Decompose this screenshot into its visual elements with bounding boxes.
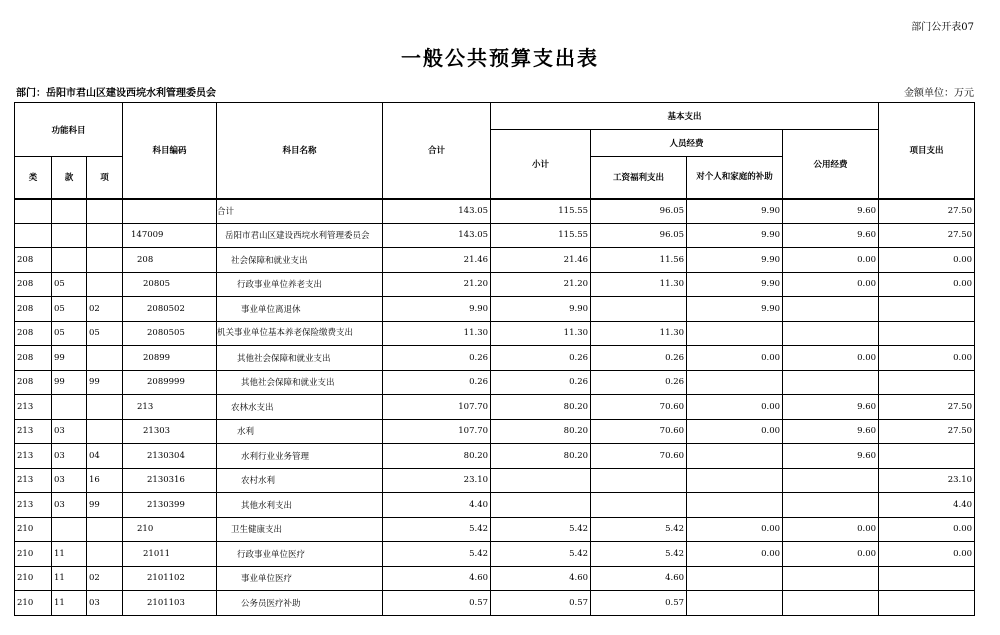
cell-xiang: 05 bbox=[87, 321, 123, 346]
cell-subject-name: 水利 bbox=[217, 419, 383, 444]
form-number: 部门公开表07 bbox=[911, 22, 974, 33]
cell-subtotal: 21.20 bbox=[491, 272, 591, 297]
cell-total: 11.30 bbox=[383, 321, 491, 346]
cell-lei: 210 bbox=[15, 566, 52, 591]
cell-public-expenses: 9.60 bbox=[783, 444, 879, 469]
cell-individual-subsidy: 0.00 bbox=[687, 517, 783, 542]
table-row bbox=[15, 591, 975, 616]
cell-lei: 213 bbox=[15, 419, 52, 444]
cell-individual-subsidy: 0.00 bbox=[687, 542, 783, 567]
header-xiang: 项 bbox=[87, 157, 123, 199]
cell-kuan bbox=[52, 395, 87, 420]
cell-subtotal: 115.55 bbox=[491, 223, 591, 248]
cell-total: 4.60 bbox=[383, 566, 491, 591]
cell-subject-name: 机关事业单位基本养老保险缴费支出 bbox=[217, 321, 383, 346]
cell-subject-code: 147009 bbox=[123, 223, 217, 248]
cell-lei: 208 bbox=[15, 346, 52, 371]
cell-public-expenses: 0.00 bbox=[783, 517, 879, 542]
cell-kuan bbox=[52, 517, 87, 542]
cell-xiang bbox=[87, 419, 123, 444]
cell-total: 143.05 bbox=[383, 223, 491, 248]
cell-public-expenses: 0.00 bbox=[783, 248, 879, 273]
cell-individual-subsidy bbox=[687, 468, 783, 493]
cell-subject-code: 2101102 bbox=[123, 566, 217, 591]
cell-subtotal: 4.60 bbox=[491, 566, 591, 591]
cell-subject-code: 2080502 bbox=[123, 297, 217, 322]
cell-salary-welfare: 96.05 bbox=[591, 223, 687, 248]
cell-subject-code: 210 bbox=[123, 517, 217, 542]
cell-salary-welfare: 4.60 bbox=[591, 566, 687, 591]
cell-subtotal: 0.26 bbox=[491, 370, 591, 395]
cell-salary-welfare: 11.30 bbox=[591, 272, 687, 297]
cell-individual-subsidy bbox=[687, 591, 783, 616]
cell-individual-subsidy: 9.90 bbox=[687, 199, 783, 224]
department-label: 部门：岳阳市君山区建设西垸水利管理委员会 bbox=[16, 88, 216, 99]
cell-project-expenditure: 0.00 bbox=[879, 272, 975, 297]
cell-subject-name: 事业单位离退休 bbox=[217, 297, 383, 322]
cell-xiang: 03 bbox=[87, 591, 123, 616]
cell-kuan: 05 bbox=[52, 297, 87, 322]
cell-individual-subsidy bbox=[687, 444, 783, 469]
cell-total: 0.57 bbox=[383, 591, 491, 616]
cell-project-expenditure: 0.00 bbox=[879, 542, 975, 567]
cell-salary-welfare: 0.26 bbox=[591, 346, 687, 371]
cell-salary-welfare: 70.60 bbox=[591, 419, 687, 444]
table-row bbox=[15, 444, 975, 469]
cell-project-expenditure: 0.00 bbox=[879, 517, 975, 542]
cell-project-expenditure: 23.10 bbox=[879, 468, 975, 493]
cell-xiang bbox=[87, 199, 123, 224]
cell-subject-code: 20899 bbox=[123, 346, 217, 371]
header-salary-welfare: 工资福利支出 bbox=[591, 157, 687, 199]
cell-individual-subsidy: 9.90 bbox=[687, 272, 783, 297]
cell-subject-code: 208 bbox=[123, 248, 217, 273]
cell-subtotal: 80.20 bbox=[491, 419, 591, 444]
cell-total: 0.26 bbox=[383, 346, 491, 371]
cell-salary-welfare: 70.60 bbox=[591, 395, 687, 420]
cell-subject-name: 其他社会保障和就业支出 bbox=[217, 370, 383, 395]
cell-project-expenditure bbox=[879, 370, 975, 395]
cell-subtotal bbox=[491, 493, 591, 518]
cell-individual-subsidy: 0.00 bbox=[687, 395, 783, 420]
cell-subject-name: 事业单位医疗 bbox=[217, 566, 383, 591]
cell-kuan: 05 bbox=[52, 321, 87, 346]
cell-project-expenditure: 27.50 bbox=[879, 419, 975, 444]
cell-xiang bbox=[87, 248, 123, 273]
cell-subject-name: 其他水利支出 bbox=[217, 493, 383, 518]
cell-subject-code: 2089999 bbox=[123, 370, 217, 395]
page-title: 一般公共预算支出表 bbox=[401, 46, 599, 70]
cell-public-expenses: 0.00 bbox=[783, 542, 879, 567]
cell-subject-name: 水利行业业务管理 bbox=[217, 444, 383, 469]
cell-xiang bbox=[87, 223, 123, 248]
cell-subject-code: 213 bbox=[123, 395, 217, 420]
cell-kuan bbox=[52, 248, 87, 273]
cell-salary-welfare bbox=[591, 493, 687, 518]
cell-xiang: 02 bbox=[87, 566, 123, 591]
cell-total: 4.40 bbox=[383, 493, 491, 518]
cell-project-expenditure: 4.40 bbox=[879, 493, 975, 518]
cell-kuan: 11 bbox=[52, 566, 87, 591]
cell-subject-code: 2130399 bbox=[123, 493, 217, 518]
cell-total: 0.26 bbox=[383, 370, 491, 395]
cell-public-expenses: 0.00 bbox=[783, 346, 879, 371]
cell-kuan: 11 bbox=[52, 542, 87, 567]
cell-subtotal: 11.30 bbox=[491, 321, 591, 346]
cell-total: 107.70 bbox=[383, 395, 491, 420]
cell-xiang bbox=[87, 346, 123, 371]
cell-subject-name: 合计 bbox=[217, 199, 383, 224]
cell-subtotal: 0.26 bbox=[491, 346, 591, 371]
cell-public-expenses bbox=[783, 321, 879, 346]
cell-xiang bbox=[87, 395, 123, 420]
cell-subtotal: 0.57 bbox=[491, 591, 591, 616]
cell-kuan: 03 bbox=[52, 493, 87, 518]
cell-public-expenses bbox=[783, 493, 879, 518]
cell-individual-subsidy: 9.90 bbox=[687, 297, 783, 322]
cell-kuan bbox=[52, 223, 87, 248]
cell-subtotal: 80.20 bbox=[491, 444, 591, 469]
cell-individual-subsidy: 9.90 bbox=[687, 223, 783, 248]
table-row bbox=[15, 272, 975, 297]
cell-subject-name: 行政事业单位医疗 bbox=[217, 542, 383, 567]
cell-individual-subsidy bbox=[687, 370, 783, 395]
table-row bbox=[15, 370, 975, 395]
cell-kuan: 99 bbox=[52, 370, 87, 395]
cell-public-expenses bbox=[783, 566, 879, 591]
header-subtotal: 小计 bbox=[491, 130, 591, 199]
cell-project-expenditure: 27.50 bbox=[879, 199, 975, 224]
cell-lei: 208 bbox=[15, 321, 52, 346]
table-row bbox=[15, 346, 975, 371]
cell-salary-welfare: 0.26 bbox=[591, 370, 687, 395]
cell-subject-name: 农林水支出 bbox=[217, 395, 383, 420]
cell-individual-subsidy bbox=[687, 566, 783, 591]
table-row bbox=[15, 395, 975, 420]
cell-project-expenditure bbox=[879, 321, 975, 346]
cell-total: 143.05 bbox=[383, 199, 491, 224]
header-function-subject: 功能科目 bbox=[15, 103, 123, 157]
cell-subject-code: 2130304 bbox=[123, 444, 217, 469]
cell-subtotal bbox=[491, 468, 591, 493]
header-individual-family-subsidy: 对个人和家庭的补助 bbox=[687, 157, 783, 199]
cell-total: 23.10 bbox=[383, 468, 491, 493]
cell-salary-welfare bbox=[591, 468, 687, 493]
cell-subtotal: 80.20 bbox=[491, 395, 591, 420]
cell-xiang bbox=[87, 542, 123, 567]
cell-xiang: 99 bbox=[87, 493, 123, 518]
cell-lei bbox=[15, 223, 52, 248]
cell-public-expenses: 9.60 bbox=[783, 395, 879, 420]
table-row bbox=[15, 419, 975, 444]
cell-total: 5.42 bbox=[383, 517, 491, 542]
cell-total: 21.46 bbox=[383, 248, 491, 273]
cell-lei bbox=[15, 199, 52, 224]
cell-subject-name: 其他社会保障和就业支出 bbox=[217, 346, 383, 371]
cell-project-expenditure bbox=[879, 297, 975, 322]
cell-xiang bbox=[87, 517, 123, 542]
budget-expenditure-table bbox=[14, 102, 975, 616]
table-row bbox=[15, 493, 975, 518]
cell-subject-code: 2130316 bbox=[123, 468, 217, 493]
cell-project-expenditure bbox=[879, 444, 975, 469]
cell-project-expenditure bbox=[879, 566, 975, 591]
cell-xiang: 04 bbox=[87, 444, 123, 469]
cell-subject-name: 岳阳市君山区建设西垸水利管理委员会 bbox=[217, 223, 383, 248]
table-row bbox=[15, 517, 975, 542]
cell-salary-welfare bbox=[591, 297, 687, 322]
table-body bbox=[15, 199, 975, 616]
cell-individual-subsidy bbox=[687, 493, 783, 518]
cell-salary-welfare: 11.56 bbox=[591, 248, 687, 273]
cell-total: 5.42 bbox=[383, 542, 491, 567]
cell-lei: 208 bbox=[15, 248, 52, 273]
amount-unit-label: 金额单位：万元 bbox=[904, 88, 974, 99]
cell-individual-subsidy bbox=[687, 321, 783, 346]
cell-subject-name: 行政事业单位养老支出 bbox=[217, 272, 383, 297]
cell-kuan: 03 bbox=[52, 419, 87, 444]
cell-project-expenditure: 0.00 bbox=[879, 346, 975, 371]
cell-lei: 208 bbox=[15, 370, 52, 395]
cell-salary-welfare: 0.57 bbox=[591, 591, 687, 616]
table-row bbox=[15, 223, 975, 248]
cell-salary-welfare: 11.30 bbox=[591, 321, 687, 346]
cell-xiang: 99 bbox=[87, 370, 123, 395]
cell-individual-subsidy: 9.90 bbox=[687, 248, 783, 273]
header-kuan: 款 bbox=[52, 157, 87, 199]
cell-lei: 213 bbox=[15, 468, 52, 493]
table-row bbox=[15, 542, 975, 567]
header-total: 合计 bbox=[383, 103, 491, 199]
table-row bbox=[15, 199, 975, 224]
table-row bbox=[15, 321, 975, 346]
cell-individual-subsidy: 0.00 bbox=[687, 346, 783, 371]
header-public-expenses: 公用经费 bbox=[783, 130, 879, 199]
cell-subject-name: 农村水利 bbox=[217, 468, 383, 493]
cell-subject-name: 社会保障和就业支出 bbox=[217, 248, 383, 273]
cell-public-expenses: 9.60 bbox=[783, 223, 879, 248]
cell-lei: 213 bbox=[15, 444, 52, 469]
cell-lei: 213 bbox=[15, 493, 52, 518]
cell-individual-subsidy: 0.00 bbox=[687, 419, 783, 444]
cell-subject-name: 卫生健康支出 bbox=[217, 517, 383, 542]
header-subject-name: 科目名称 bbox=[217, 103, 383, 199]
cell-kuan: 03 bbox=[52, 468, 87, 493]
cell-xiang bbox=[87, 272, 123, 297]
cell-subject-code: 2080505 bbox=[123, 321, 217, 346]
cell-public-expenses: 0.00 bbox=[783, 272, 879, 297]
cell-subject-code: 20805 bbox=[123, 272, 217, 297]
cell-kuan: 05 bbox=[52, 272, 87, 297]
cell-subject-code: 2101103 bbox=[123, 591, 217, 616]
cell-project-expenditure bbox=[879, 591, 975, 616]
cell-subtotal: 5.42 bbox=[491, 517, 591, 542]
cell-project-expenditure: 27.50 bbox=[879, 395, 975, 420]
cell-public-expenses bbox=[783, 468, 879, 493]
cell-subtotal: 9.90 bbox=[491, 297, 591, 322]
cell-public-expenses bbox=[783, 591, 879, 616]
cell-subtotal: 21.46 bbox=[491, 248, 591, 273]
cell-public-expenses: 9.60 bbox=[783, 419, 879, 444]
cell-xiang: 02 bbox=[87, 297, 123, 322]
cell-lei: 208 bbox=[15, 297, 52, 322]
table-row bbox=[15, 248, 975, 273]
cell-salary-welfare: 96.05 bbox=[591, 199, 687, 224]
cell-salary-welfare: 70.60 bbox=[591, 444, 687, 469]
header-subject-code: 科目编码 bbox=[123, 103, 217, 199]
header-lei: 类 bbox=[15, 157, 52, 199]
cell-lei: 210 bbox=[15, 591, 52, 616]
cell-salary-welfare: 5.42 bbox=[591, 517, 687, 542]
cell-subject-code: 21011 bbox=[123, 542, 217, 567]
cell-lei: 208 bbox=[15, 272, 52, 297]
cell-project-expenditure: 0.00 bbox=[879, 248, 975, 273]
table-row bbox=[15, 566, 975, 591]
cell-public-expenses: 9.60 bbox=[783, 199, 879, 224]
header-project-expenditure: 项目支出 bbox=[879, 103, 975, 199]
cell-public-expenses bbox=[783, 297, 879, 322]
cell-subject-code: 21303 bbox=[123, 419, 217, 444]
cell-total: 21.20 bbox=[383, 272, 491, 297]
cell-project-expenditure: 27.50 bbox=[879, 223, 975, 248]
cell-lei: 213 bbox=[15, 395, 52, 420]
cell-lei: 210 bbox=[15, 542, 52, 567]
cell-subject-code bbox=[123, 199, 217, 224]
cell-kuan: 11 bbox=[52, 591, 87, 616]
cell-total: 9.90 bbox=[383, 297, 491, 322]
cell-subtotal: 5.42 bbox=[491, 542, 591, 567]
cell-total: 107.70 bbox=[383, 419, 491, 444]
cell-kuan: 99 bbox=[52, 346, 87, 371]
cell-kuan bbox=[52, 199, 87, 224]
header-personnel-expenses: 人员经费 bbox=[591, 130, 783, 157]
cell-subtotal: 115.55 bbox=[491, 199, 591, 224]
cell-xiang: 16 bbox=[87, 468, 123, 493]
cell-public-expenses bbox=[783, 370, 879, 395]
cell-total: 80.20 bbox=[383, 444, 491, 469]
header-basic-expenditure: 基本支出 bbox=[491, 103, 879, 130]
table-row bbox=[15, 297, 975, 322]
table-row bbox=[15, 468, 975, 493]
cell-kuan: 03 bbox=[52, 444, 87, 469]
cell-subject-name: 公务员医疗补助 bbox=[217, 591, 383, 616]
cell-lei: 210 bbox=[15, 517, 52, 542]
cell-salary-welfare: 5.42 bbox=[591, 542, 687, 567]
